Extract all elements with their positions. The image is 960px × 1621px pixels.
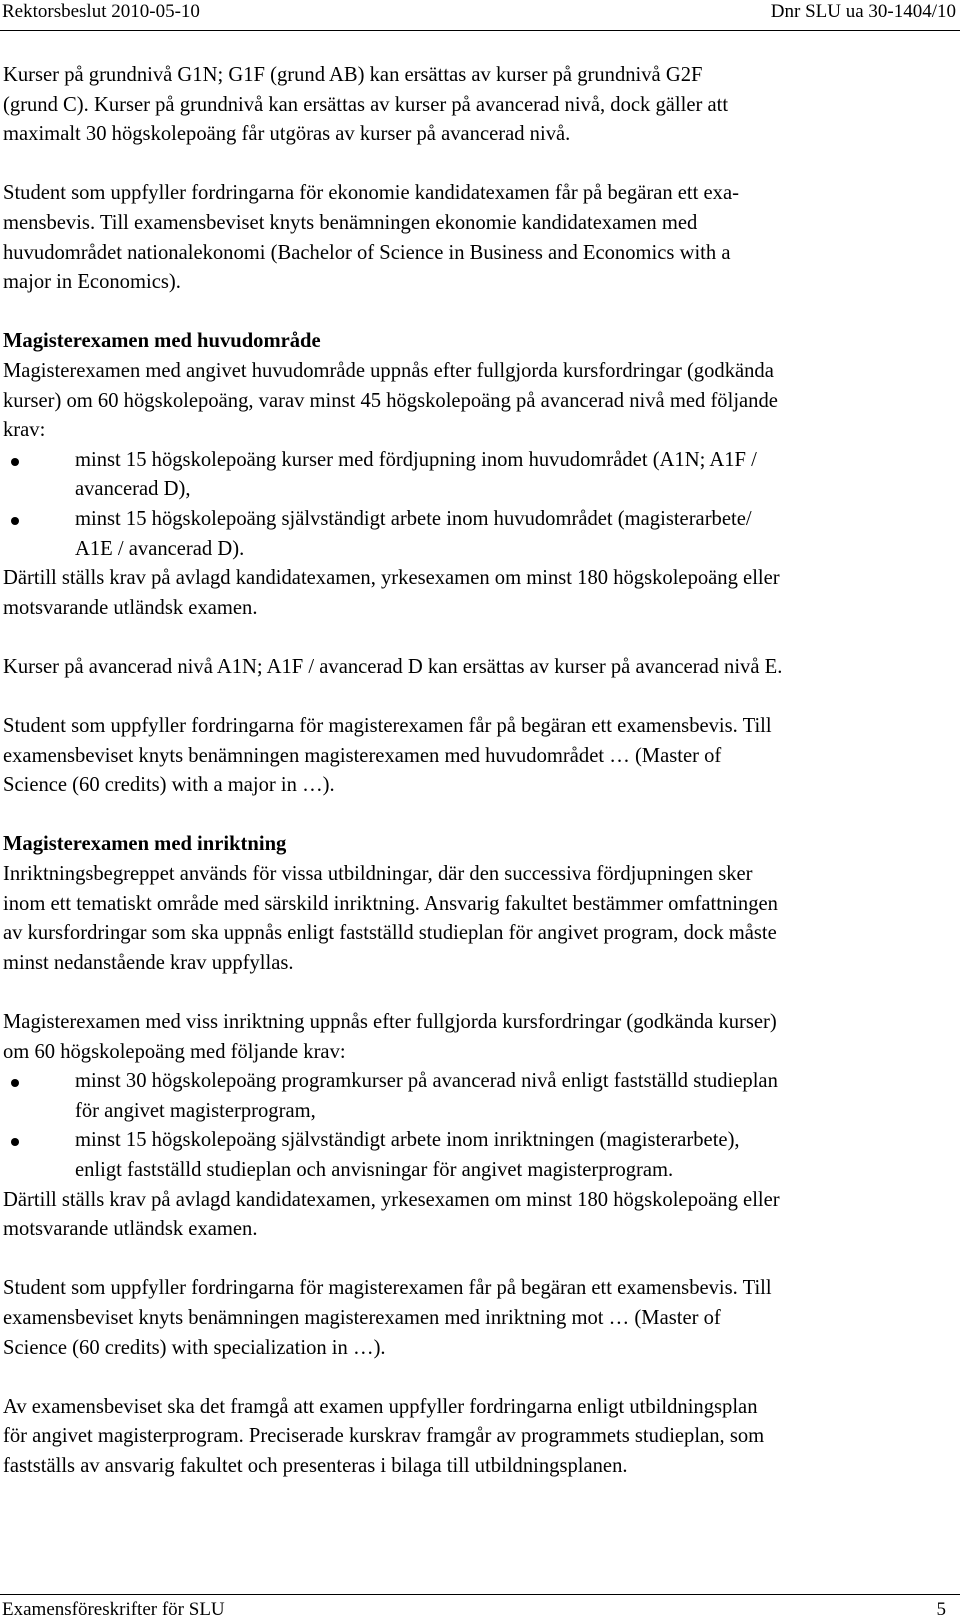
text-line: minst 15 högskolepoäng självständigt arbete inom huvudområdet (magisterarbete/	[75, 507, 752, 530]
text-line: fastställs av ansvarig fakultet och presenteras i bilaga till utbildningsplanen.	[3, 1454, 628, 1477]
heading-master-specialization: Magisterexamen med inriktning	[3, 833, 287, 856]
text-line: Science (60 credits) with specialization in …).	[3, 1336, 386, 1359]
text-line: Student som uppfyller fordringarna för magisterexamen får på begäran ett examensbevis. Till	[3, 1277, 772, 1300]
bullet-icon	[11, 1138, 19, 1146]
text-line: examensbeviset knyts benämningen magisterexamen med inriktning mot … (Master of	[3, 1306, 721, 1329]
page-number: 5	[936, 1599, 946, 1620]
requirements-list-specialization	[3, 1067, 955, 1185]
text-line: enligt fastställd studieplan och anvisningar för angivet magisterprogram.	[75, 1158, 674, 1181]
list-item	[3, 1067, 955, 1126]
text-line: major in Economics).	[3, 271, 181, 294]
bullet-icon	[11, 1079, 19, 1087]
text-line: motsvarande utländsk examen.	[3, 1218, 258, 1241]
text-line: Därtill ställs krav på avlagd kandidatexamen, yrkesexamen om minst 180 högskolepoäng eller	[3, 1188, 780, 1211]
text-line: A1E / avancerad D).	[75, 537, 245, 560]
document-body	[3, 61, 955, 1511]
paragraph-advanced-substitution	[3, 653, 955, 683]
text-line: om 60 högskolepoäng med följande krav:	[3, 1040, 346, 1063]
paragraph-prior-degree-specialization	[3, 1186, 955, 1245]
text-line: avancerad D),	[75, 478, 191, 501]
text-line: Kurser på grundnivå G1N; G1F (grund AB) kan ersättas av kurser på grundnivå G2F	[3, 64, 703, 86]
paragraph-master-major-certificate	[3, 712, 955, 801]
text-line: Student som uppfyller fordringarna för ekonomie kandidatexamen får på begäran ett exa-	[3, 182, 739, 205]
paragraph-master-specialization-certificate	[3, 1274, 955, 1363]
text-line: huvudområdet nationalekonomi (Bachelor of Science in Business and Economics with a	[3, 241, 731, 264]
text-line: Magisterexamen med angivet huvudområde uppnås efter fullgjorda kursfordringar (godkända	[3, 359, 774, 382]
text-line: Magisterexamen med viss inriktning uppnås efter fullgjorda kursfordringar (godkända kurser)	[3, 1011, 777, 1033]
text-line: Science (60 credits) with a major in …).	[3, 774, 335, 797]
text-line: minst 15 högskolepoäng självständigt arbete inom inriktningen (magisterarbete),	[75, 1129, 740, 1152]
text-line: Av examensbeviset ska det framgå att examen uppfyller fordringarna enligt utbildningsplan	[3, 1395, 758, 1418]
text-line: (grund C). Kurser på grundnivå kan ersättas av kurser på avancerad nivå, dock gäller att	[3, 93, 729, 116]
text-line: mensbevis. Till examensbeviset knyts benämningen ekonomie kandidatexamen med	[3, 211, 698, 234]
requirements-list-major	[3, 446, 955, 564]
text-line: minst 30 högskolepoäng programkurser på avancerad nivå enligt fastställd studieplan	[75, 1070, 778, 1093]
list-item	[3, 446, 955, 505]
bullet-icon	[11, 458, 19, 466]
text-line: för angivet magisterprogram,	[75, 1099, 316, 1122]
text-line: motsvarande utländsk examen.	[3, 596, 258, 619]
header-decision-date: Rektorsbeslut 2010-05-10	[2, 1, 200, 22]
list-item	[3, 505, 955, 564]
paragraph-course-substitution	[3, 61, 955, 150]
text-line: kurser) om 60 högskolepoäng, varav minst 45 högskolepoäng på avancerad nivå med följande	[3, 389, 778, 412]
text-line: minst 15 högskolepoäng kurser med fördjupning inom huvudområdet (A1N; A1F /	[75, 448, 757, 471]
list-item	[3, 1126, 955, 1185]
text-line: examensbeviset knyts benämningen magisterexamen med huvudområdet … (Master of	[3, 744, 722, 767]
text-line: för angivet magisterprogram. Preciserade kurskrav framgår av programmets studieplan, som	[3, 1425, 765, 1448]
paragraph-specialization-requirements	[3, 1008, 955, 1067]
text-line: maximalt 30 högskolepoäng får utgöras av kurser på avancerad nivå.	[3, 123, 571, 146]
text-line: minst nedanstående krav uppfyllas.	[3, 951, 294, 974]
paragraph-prior-degree-major	[3, 564, 955, 623]
text-line: krav:	[3, 419, 46, 442]
text-line: Student som uppfyller fordringarna för magisterexamen får på begäran ett examensbevis. Till	[3, 715, 772, 738]
footer-document-title: Examensföreskrifter för SLU	[2, 1599, 225, 1620]
header-reference-number: Dnr SLU ua 30-1404/10	[770, 1, 956, 22]
page-footer	[0, 1594, 960, 1621]
page-header	[0, 0, 960, 31]
heading-master-major: Magisterexamen med huvudområde	[3, 330, 321, 353]
paragraph-specialization-concept	[3, 860, 955, 978]
paragraph-certificate-content	[3, 1393, 955, 1482]
text-line: Kurser på avancerad nivå A1N; A1F / avancerad D kan ersättas av kurser på avancerad nivå E.	[3, 655, 783, 678]
paragraph-master-major-requirements	[3, 357, 955, 446]
bullet-icon	[11, 517, 19, 525]
text-line: av kursfordringar som ska uppnås enligt fastställd studieplan för angivet program, dock måste	[3, 922, 777, 945]
paragraph-bachelor-certificate	[3, 179, 955, 297]
text-line: Inriktningsbegreppet används för vissa utbildningar, där den successiva fördjupningen sker	[3, 863, 753, 886]
text-line: inom ett tematiskt område med särskild inriktning. Ansvarig fakultet bestämmer omfattningen	[3, 892, 778, 915]
text-line: Därtill ställs krav på avlagd kandidatexamen, yrkesexamen om minst 180 högskolepoäng eller	[3, 567, 780, 590]
